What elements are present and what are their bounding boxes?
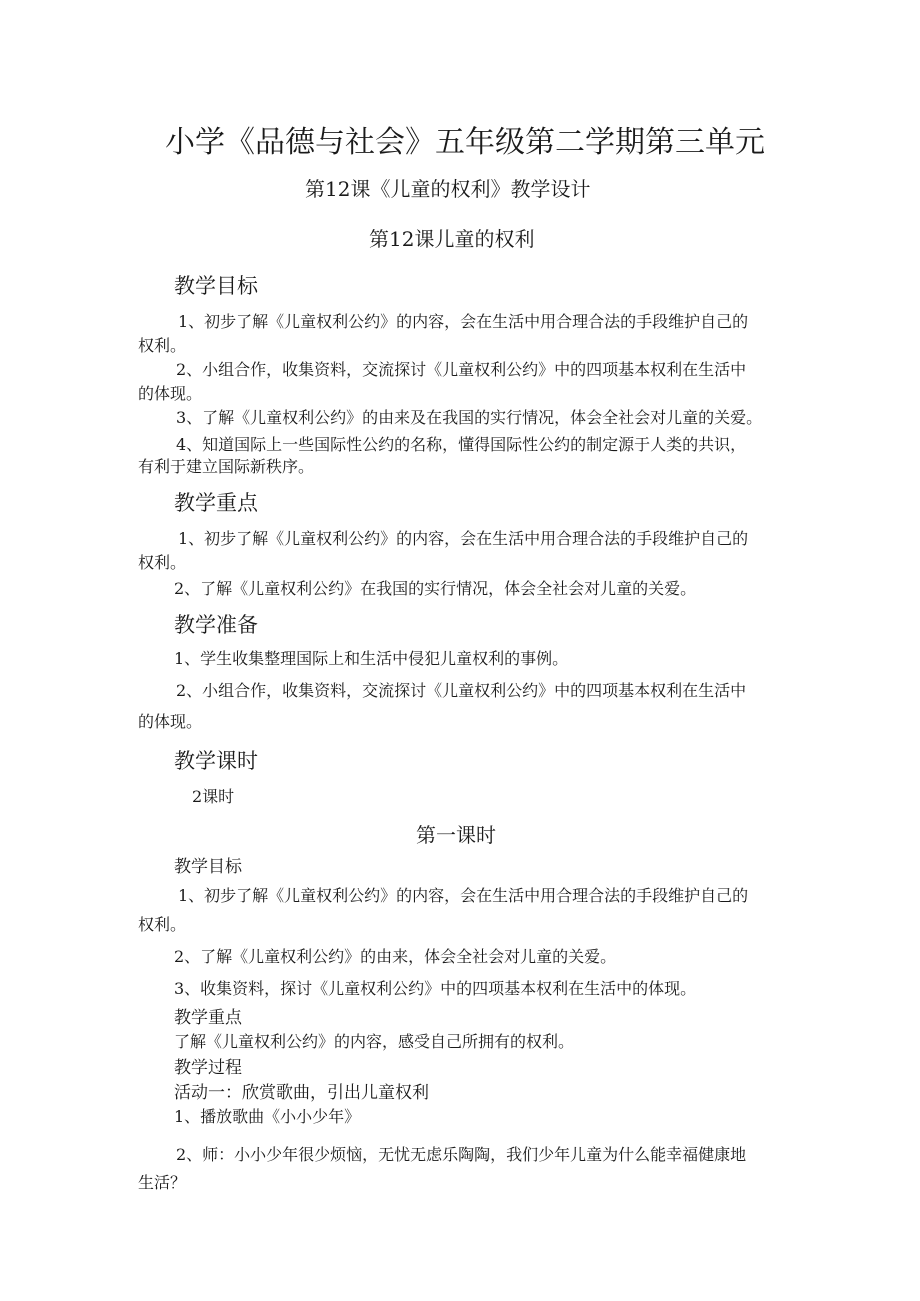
preparation-line: 2、小组合作，收集资料，交流探讨《儿童权利公约》中的四项基本权利在生活中 bbox=[176, 681, 747, 700]
first-period-title: 第一课时 bbox=[416, 823, 496, 847]
process-step: 2、师：小小少年很少烦恼，无忧无虑乐陶陶，我们少年儿童为什么能幸福健康地 bbox=[176, 1145, 747, 1164]
key-point-line: 权利。 bbox=[138, 553, 187, 572]
key-points-heading: 教学重点 bbox=[174, 491, 258, 515]
preparation-line: 1、学生收集整理国际上和生活中侵犯儿童权利的事例。 bbox=[174, 649, 569, 668]
hours-heading: 教学课时 bbox=[174, 749, 258, 773]
objective-line: 2、小组合作，收集资料，交流探讨《儿童权利公约》中的四项基本权利在生活中 bbox=[176, 360, 747, 379]
objective-line: 1、初步了解《儿童权利公约》的内容，会在生活中用合理合法的手段维护自己的 bbox=[178, 312, 749, 331]
document-title: 小学《品德与社会》五年级第二学期第三单元 bbox=[165, 125, 765, 160]
objective-line: 有利于建立国际新秩序。 bbox=[138, 457, 315, 476]
first-period-objectives-heading: 教学目标 bbox=[174, 857, 242, 877]
first-period-objective-line: 3、收集资料，探讨《儿童权利公约》中的四项基本权利在生活中的体现。 bbox=[174, 979, 697, 998]
hours-value: 2课时 bbox=[192, 787, 235, 806]
objective-line: 3、了解《儿童权利公约》的由来及在我国的实行情况，体会全社会对儿童的关爱。 bbox=[176, 408, 763, 427]
activity-title: 活动一：欣赏歌曲，引出儿童权利 bbox=[174, 1083, 429, 1103]
objective-line: 权利。 bbox=[138, 336, 187, 355]
first-period-key-text: 了解《儿童权利公约》的内容，感受自己所拥有的权利。 bbox=[174, 1032, 575, 1051]
objective-line: 4、知道国际上一些国际性公约的名称，懂得国际性公约的制定源于人类的共识， bbox=[176, 435, 747, 454]
first-period-objective-line: 2、了解《儿童权利公约》的由来，体会全社会对儿童的关爱。 bbox=[174, 947, 617, 966]
document-subtitle: 第12课《儿童的权利》教学设计 bbox=[305, 177, 591, 201]
process-step: 1、播放歌曲《小小少年》 bbox=[174, 1107, 361, 1126]
first-period-key-heading: 教学重点 bbox=[174, 1008, 242, 1028]
key-point-line: 1、初步了解《儿童权利公约》的内容，会在生活中用合理合法的手段维护自己的 bbox=[178, 529, 749, 548]
key-point-line: 2、了解《儿童权利公约》在我国的实行情况，体会全社会对儿童的关爱。 bbox=[174, 579, 697, 598]
process-heading: 教学过程 bbox=[174, 1058, 242, 1078]
first-period-objective-line: 权利。 bbox=[138, 915, 187, 934]
objective-line: 的体现。 bbox=[138, 384, 203, 403]
preparation-heading: 教学准备 bbox=[174, 613, 258, 637]
first-period-objective-line: 1、初步了解《儿童权利公约》的内容，会在生活中用合理合法的手段维护自己的 bbox=[178, 886, 749, 905]
objectives-heading: 教学目标 bbox=[174, 274, 258, 298]
lesson-title: 第12课儿童的权利 bbox=[369, 227, 535, 251]
preparation-line: 的体现。 bbox=[138, 712, 203, 731]
process-step: 生活？ bbox=[138, 1173, 187, 1192]
